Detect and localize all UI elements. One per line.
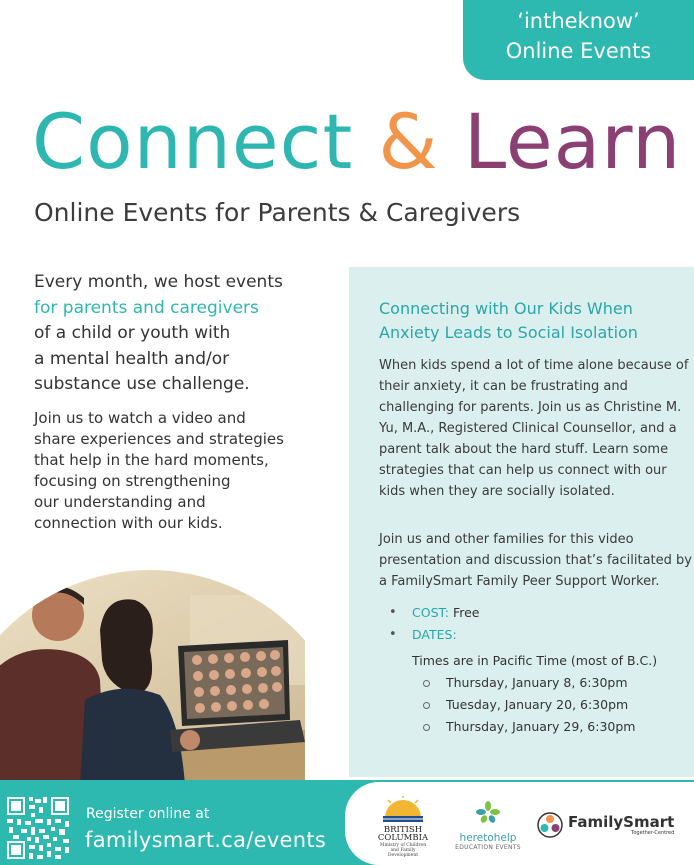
familysmart-tagline: Together-Centred (631, 830, 675, 836)
registration-link[interactable]: familysmart.ca/events (85, 828, 327, 852)
bc-sun-icon (381, 796, 425, 822)
event-title (379, 297, 679, 345)
join-line: share experiences and strategies (34, 430, 284, 448)
cost-label: COST: (412, 605, 449, 620)
join-line: that help in the hard moments, (34, 451, 269, 469)
register-label: Register online at (86, 806, 210, 822)
bc-name: BRITISH COLUMBIA (377, 825, 429, 843)
title-ampersand: & (378, 97, 439, 186)
badge-line-2: Online Events (505, 39, 652, 63)
family-video-call-photo (0, 570, 305, 780)
date-item: Thursday, January 29, 6:30pm (421, 716, 679, 738)
description-line: Yu, M.A., Registered Clinical Counsellor, and a (379, 421, 677, 436)
heretohelp-leaf-icon (475, 800, 501, 826)
registration-footer (0, 780, 694, 865)
qr-code-icon[interactable] (5, 795, 71, 861)
event-details-panel (349, 267, 694, 777)
badge-line-1: ‘intheknow’ (517, 9, 640, 33)
facilitation-note (379, 529, 692, 592)
partner-logos (345, 782, 694, 865)
intro-highlight: for parents and caregivers (34, 297, 259, 318)
dates-label: DATES: (412, 627, 457, 642)
intro-line: Every month, we host events (34, 272, 283, 292)
date-item: Tuesday, January 20, 6:30pm (421, 694, 679, 716)
facilitation-line: Join us and other families for this video (379, 532, 634, 547)
event-info-list (379, 602, 679, 738)
facilitation-line: presentation and discussion that’s facilitated by (379, 553, 692, 568)
date-list (421, 672, 679, 738)
intro-line: of a child or youth with (34, 323, 231, 343)
event-title-line: Connecting with Our Kids When (379, 299, 633, 318)
page-subtitle: Online Events for Parents & Caregivers (34, 198, 521, 227)
join-line: Join us to watch a video and (34, 409, 246, 427)
cost-value: Free (452, 605, 480, 620)
bc-ministry: Ministry of Children and Family Development (379, 843, 427, 858)
heretohelp-logo (448, 800, 528, 851)
join-line: our understanding and (34, 493, 206, 511)
description-line: strategies that can help us connect with our (379, 463, 667, 478)
intro-line: a mental health and/or (34, 348, 230, 369)
page-title (32, 96, 681, 188)
intro-line: substance use challenge. (34, 374, 250, 394)
dates-item (379, 624, 679, 646)
title-learn: Learn (463, 97, 682, 186)
description-line: When kids spend a lot of time alone because of (379, 358, 689, 373)
event-title-line: Anxiety Leads to Social Isolation (379, 323, 638, 342)
heretohelp-subtitle: EDUCATION EVENTS (455, 844, 521, 851)
join-line: connection with our kids. (34, 514, 223, 532)
familysmart-logo (537, 812, 674, 838)
timezone-note: Times are in Pacific Time (most of B.C.) (412, 653, 658, 668)
join-paragraph (34, 408, 334, 534)
cost-item (379, 602, 679, 624)
intro-paragraph (34, 270, 334, 398)
description-line: challenging for parents. Join us as Christine M. (379, 400, 682, 415)
title-connect: Connect (32, 97, 354, 186)
description-line: their anxiety, it can be frustrating and (379, 379, 628, 394)
event-series-badge (463, 0, 694, 80)
facilitation-line: a FamilySmart Family Peer Support Worker. (379, 574, 660, 589)
join-line: focusing on strengthening (34, 472, 231, 490)
familysmart-name: FamilySmart (568, 813, 675, 831)
heretohelp-name: heretohelp (459, 832, 517, 844)
description-line: kids when they are socially isolated. (379, 484, 615, 499)
bc-government-logo (375, 796, 431, 858)
familysmart-flower-icon (537, 812, 563, 838)
description-line: parent talk about the hard stuff. Learn some (379, 442, 669, 457)
date-item: Thursday, January 8, 6:30pm (421, 672, 679, 694)
event-description (379, 355, 689, 502)
